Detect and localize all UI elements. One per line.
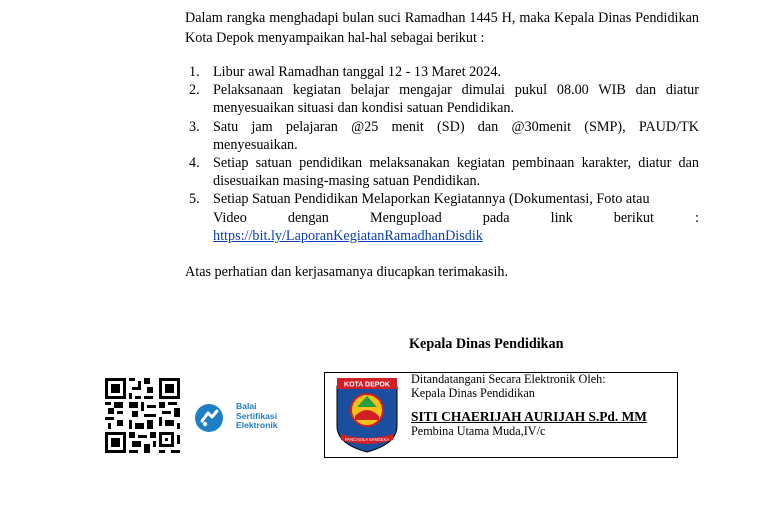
signer-name: SITI CHAERIJAH AURIJAH S.Pd. MM [411,409,647,425]
list-item: 4. Setiap satuan pendidikan melaksanakan kegiatan pembinaan karakter, diatur dan disesuaikan masing-masing satuan Pendidikan. [189,155,699,190]
signed-by-label: Ditandatangani Secara Elektronik Oleh: [411,372,606,386]
point-text: Pelaksanaan kegiatan belajar mengajar dimulai pukul 08.00 WIB dan diatur menyesuaikan situasi dan kondisi satuan Pendidikan. [213,82,699,117]
list-item: 5. Setiap Satuan Pendidikan Melaporkan Kegiatannya (Dokumentasi, Foto atau Video dengan Mengupload pada link berikut : https://bit.ly/LaporanKegiatanRamadhanDisdik [189,191,699,244]
kota-depok-emblem-icon [333,376,401,454]
signature-info [411,373,647,438]
list-item: 3. Satu jam pelajaran @25 menit (SD) dan @30menit (SMP), PAUD/TK menyesuaikan. [189,118,699,153]
signer-title: Kepala Dinas Pendidikan [409,336,564,352]
intro-paragraph: Dalam rangka menghadapi bulan suci Ramadhan 1445 H, maka Kepala Dinas Pendidikan Kota Depok menyampaikan hal-hal sebagai berikut : [185,10,699,46]
bsre-logo-text: Balai Sertifikasi Elektronik [236,401,278,431]
signer-position: Kepala Dinas Pendidikan [411,385,535,400]
emblem-label: KOTA DEPOK [344,381,390,389]
signature-box [324,372,678,458]
report-link[interactable]: https://bit.ly/LaporanKegiatanRamadhanDisdik [213,227,483,244]
emblem-motto: PANCASILA SANGEKA [344,437,390,442]
list-item: 1. Libur awal Ramadhan tanggal 12 - 13 Maret 2024. [189,64,502,80]
point-text: Setiap satuan pendidikan melaksanakan kegiatan pembinaan karakter, diatur dan disesuaikan masing-masing satuan Pendidikan. [213,155,699,190]
point-text: Libur awal Ramadhan tanggal 12 - 13 Maret 2024. [213,64,502,80]
point-text: Satu jam pelajaran @25 menit (SD) dan @30menit (SMP), PAUD/TK menyesuaikan. [213,118,699,153]
qr-code [105,378,180,453]
points-list [185,63,699,245]
list-item: 2. Pelaksanaan kegiatan belajar mengajar dimulai pukul 08.00 WIB dan diatur menyesuaikan situasi dan kondisi satuan Pendidikan. [189,82,699,117]
closing-text: Atas perhatian dan kerjasamanya diucapkan terimakasih. [185,264,509,280]
point-text: Setiap Satuan Pendidikan Melaporkan Kegiatannya (Dokumentasi, Foto atau [213,191,650,208]
point-text-line2: Video dengan Mengupload pada link berikut : [213,209,699,226]
signer-rank: Pembina Utama Muda,IV/c [411,423,546,438]
